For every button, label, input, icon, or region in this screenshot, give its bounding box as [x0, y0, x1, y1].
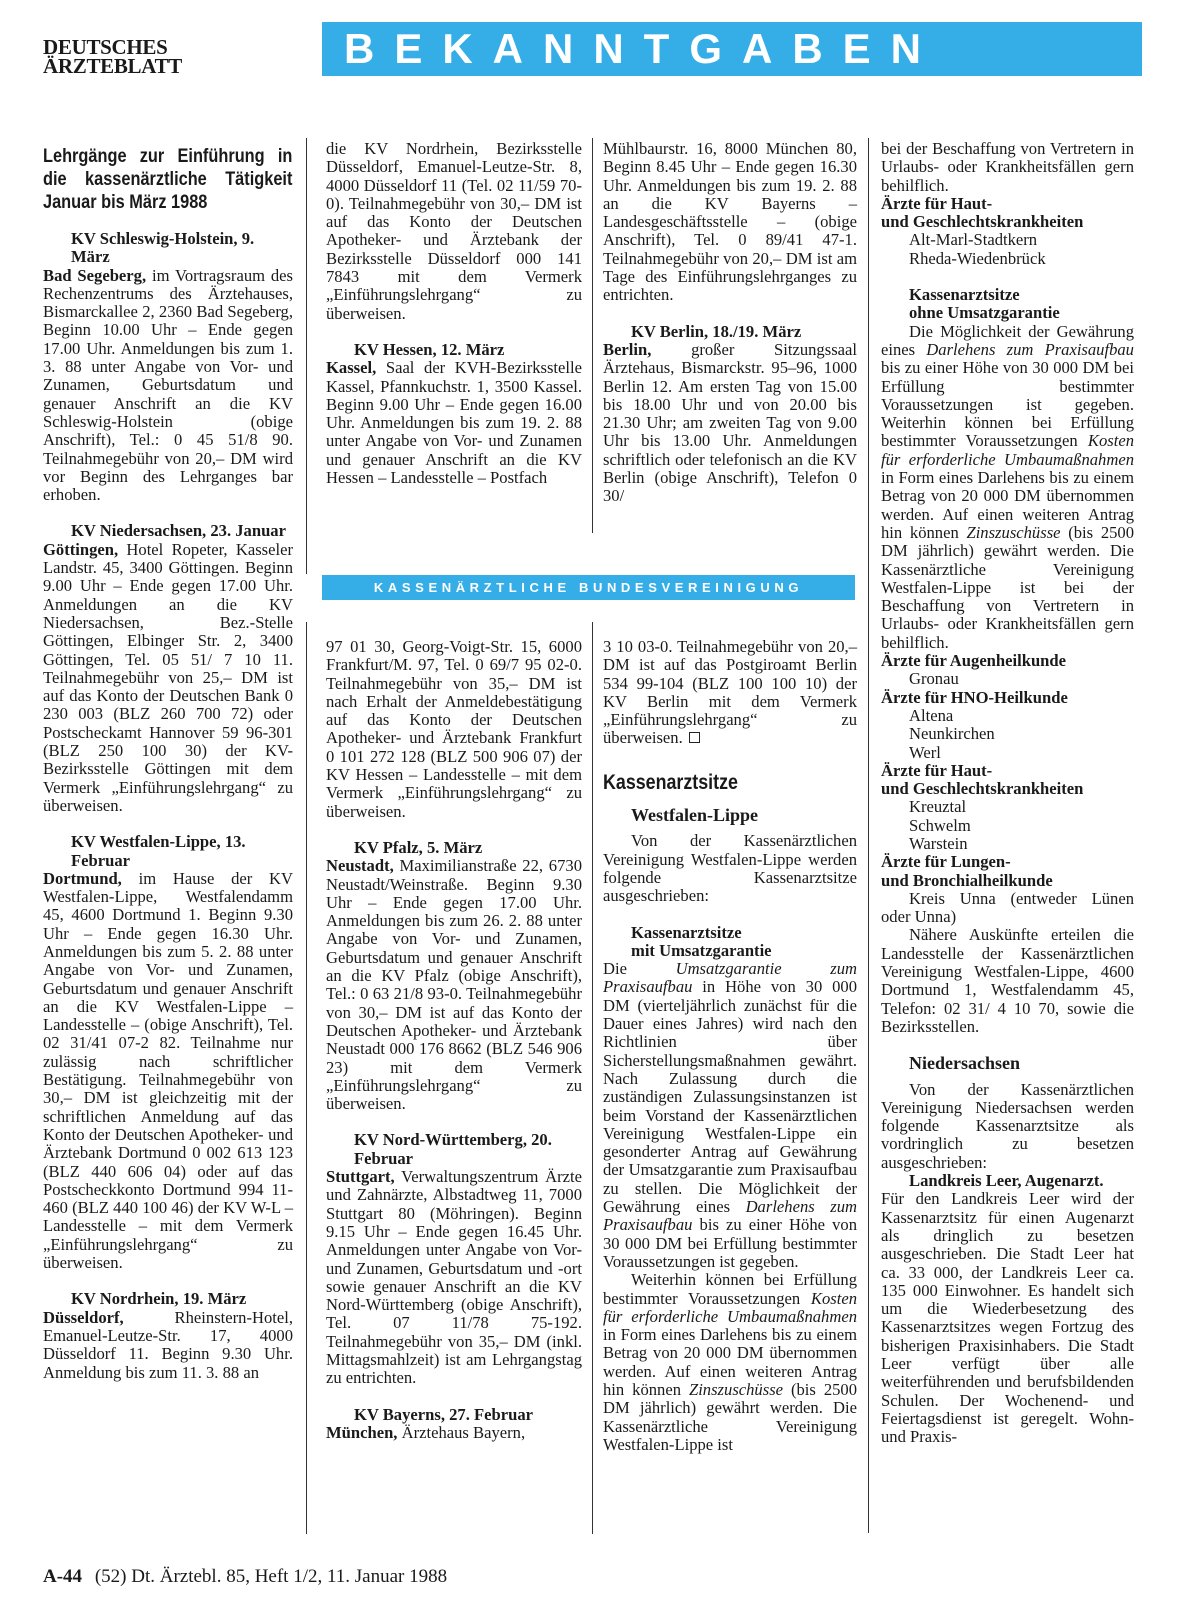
place-name: München, — [326, 1422, 398, 1442]
section-heading: KV Bayerns, 27. Februar — [354, 1404, 533, 1424]
specialty-heading: Ärzte für Haut- — [881, 193, 993, 213]
location-item: Kreuztal — [909, 797, 967, 817]
place-name: Dortmund, — [43, 868, 122, 888]
paragraph: Nähere Auskünfte erteilen die Landesstelle der Kassenärztlichen Vereinigung Westfalen-Lippe, 4600 Dortmund 1, Westfalendamm 45, Telefon: 02 31/ 4 10 70, sowie die Bezirksstellen. — [881, 925, 1134, 1036]
paragraph-text: Rheinstern-Hotel, Emanuel-Leutze-Str. 17, 4000 Düsseldorf 11. Beginn 9.30 Uhr. Anmeldung bis zum 11. 3. 88 an — [43, 1307, 293, 1382]
location-item: Alt-Marl-Stadtkern — [909, 230, 1038, 250]
column-divider — [868, 138, 869, 1533]
paragraph-text: Maximilianstraße 22, 6730 Neustadt/Weinstraße. Beginn 9.30 Uhr – Ende gegen 17.00 Uhr. Anmeldungen bis zum 26. 2. 88 unter Angabe von Vor- und Zunamen, Geburtsdatum und genauer Anschrift an die KV Pfalz (obige Anschrift), Tel.: 0 63 21/8 93-0. Teilnahmegebühr von 30,– DM ist auf das Konto der Deutschen Apotheker- und Ärztebank Neustadt 000 176 8662 (BLZ 546 906 23) mit dem Vermerk „Einführungslehrgang“ zu überweisen. — [326, 856, 582, 1114]
section-heading: KV Schleswig-Holstein, 9. März — [71, 229, 255, 267]
paragraph: die KV Nordrhein, Bezirksstelle Düsseldorf, Emanuel-Leutze-Str. 8, 4000 Düsseldorf 11 (Tel. 02 11/59 70-0). Teilnahmegebühr von 30,– DM ist auf das Konto der Deutschen Apotheker- und Ärztebank der Bezirksstelle Düsseldorf 000 141 7843 mit dem Vermerk „Einführungslehrgang“ zu überweisen. — [326, 139, 582, 323]
place-name: Bad Segeberg, — [43, 265, 147, 285]
section-heading: KV Berlin, 18./19. März — [631, 321, 802, 341]
location-item: Rheda-Wiedenbrück — [909, 248, 1046, 268]
subsection-heading: Kassenarztsitze — [909, 285, 1020, 305]
page-number: A-44 — [43, 1566, 83, 1587]
subsection-heading: ohne Umsatzgarantie — [909, 303, 1060, 323]
paragraph — [326, 1424, 582, 1442]
column-divider — [592, 622, 593, 1534]
section-heading: KV Nord-Württemberg, 20. Februar — [354, 1130, 552, 1168]
place-name: Neustadt, — [326, 856, 394, 876]
paragraph — [603, 638, 857, 748]
column-3-bottom — [603, 638, 857, 1454]
paragraph — [603, 341, 857, 506]
location-item: Werl — [909, 742, 941, 762]
paragraph-text: 3 10 03-0. Teilnahmegebühr von 20,– DM ist auf das Postgiroamt Berlin 534 99-104 (BLZ 100 100 10) der KV Berlin mit dem Vermerk „Einführungslehrgang“ zu überweisen. — [603, 637, 857, 748]
citation: (52) Dt. Ärztebl. 85, Heft 1/2, 11. Januar 1988 — [94, 1566, 448, 1587]
listing-heading: Landkreis Leer, Augenarzt. — [909, 1171, 1104, 1191]
specialty-heading: und Geschlechtskrankheiten — [881, 212, 1084, 232]
paragraph-text: Hotel Ropeter, Kasseler Landstr. 45, 3400 Göttingen. Beginn 9.00 Uhr – Ende gegen 17.00 Uhr. Anmeldungen an die KV Niedersachsen, Bez.-Stelle Göttingen, Elbinger Str. 2, 3400 Göttingen, Tel. 05 51/ 7 10 11. Teilnahmegebühr von 25,– DM ist auf das Konto der Deutschen Bank 0 230 003 (BLZ 260 700 72) oder Postscheckamt Hannover 59 96-301 (BLZ 250 100 30) der KV-Bezirksstelle Göttingen mit dem Vermerk „Einführungslehrgang“ zu überweisen. — [43, 539, 293, 815]
end-mark-icon — [689, 732, 700, 743]
specialty-heading: und Geschlechtskrankheiten — [881, 779, 1084, 799]
column-1 — [43, 145, 293, 1382]
paragraph-text: Verwaltungszentrum Ärzte und Zahnärzte, Albstadtweg 11, 7000 Stuttgart 80 (Möhringen). Beginn 9.15 Uhr – Ende gegen 16.45 Uhr. Anmeldungen unter Angabe von Vor- und Zunamen, Geburtsdatum und -ort sowie genauer Anschrift an die KV Nord-Württemberg (obige Anschrift), Tel. 07 11/78 75-192. Teilnahmegebühr von 35,– DM (inkl. Mittagsmahlzeit) ist am Lehrgangstag zu entrichten. — [326, 1167, 582, 1388]
section-heading: KV Niedersachsen, 23. Januar — [71, 521, 286, 541]
column-4 — [881, 140, 1134, 1446]
column-2-bottom — [326, 638, 582, 1442]
paragraph — [326, 857, 582, 1113]
column-divider — [306, 138, 307, 574]
paragraph — [326, 1168, 582, 1388]
paragraph-text: im Vortragsraum des Rechenzentrums des Ärztehauses, Bismarckallee 2, 2360 Bad Segeberg, Beginn 10.00 Uhr – Ende gegen 17.00 Uhr. Anmeldungen bis zum 1. 3. 88 unter Angabe von Vor- und Zunamen, Geburtsdatum und genauer Anschrift an die KV Schleswig-Holstein (obige Anschrift), Tel.: 0 45 51/8 90. Teilnahmegebühr von 20,– DM wird vor Beginn des Lehrganges bar erhoben. — [43, 265, 293, 505]
paragraph — [326, 359, 582, 487]
paragraph: 97 01 30, Georg-Voigt-Str. 15, 6000 Frankfurt/M. 97, Tel. 0 69/7 95 02-0. Teilnahmegebühr von 35,– DM ist nach Erhalt der Anmeldebestätigung auf das Konto der Deutschen Apotheker- und Ärztebank Frankfurt 0 101 272 128 (BLZ 500 906 07) der KV Hessen – Landesstelle – mit dem Vermerk „Einführungslehrgang“ zu überweisen. — [326, 637, 582, 821]
paragraph: Von der Kassenärztlichen Vereinigung Niedersachsen werden folgende Kassenarztsitze als vordringlich zu besetzen ausgeschrieben: — [881, 1079, 1134, 1172]
paragraph-text: im Hause der KV Westfalen-Lippe, Westfalendamm 45, 4600 Dortmund 1. Beginn 9.30 Uhr – Ende gegen 16.30 Uhr. Anmeldungen bis zum 5. 2. 88 unter Angabe von Vor- und Zunamen, Geburtsdatum und genauer Anschrift an die KV Westfalen-Lippe – Landesstelle – (obige Anschrift), Tel. 02 31/41 07-2 82. Teilnahme nur zulässig nach schriftlicher Bestätigung. Teilnahmegebühr von 30,– DM ist gleichzeitig mit der schriftlichen Anmeldung auf das Konto der Deutschen Apotheker- und Ärztebank Dortmund 0 002 613 123 (BLZ 440 606 04) oder auf das Postscheckkonto Dortmund 994 11-460 (BLZ 440 100 46) der KV W-L – Landesstelle – mit dem Vermerk „Einführungslehrgang“ zu überweisen. — [43, 868, 293, 1273]
paragraph: Für den Landkreis Leer wird der Kassenarztsitz für einen Augenarzt als dringlich zu besetzen ausgeschrieben. Die Stadt Leer hat ca. 33 000, der Landkreis Leer ca. 135 000 Einwohner. Es handelt sich um die Wiederbesetzung des Kassenarztsitzes wegen Fortzug des bisherigen Praxisinhabers. Die Stadt Leer verfügt über alle weiterführenden und berufsbildenden Schulen. Der Wochenend- und Feiertagsdienst ist geregelt. Wohn- und Praxis- — [881, 1189, 1134, 1447]
paragraph: Die Möglichkeit der Gewährung eines Darlehens zum Praxisaufbau bis zu einer Höhe von 30 000 DM bei Erfüllung bestimmter Voraussetzungen ist gegeben. Weiterhin können bei Erfüllung bestimmter Voraussetzungen Kosten für erforderliche Umbaumaßnahmen in Form eines Darlehens bis zu einem Betrag von 20 000 DM übernommen werden. Auf einen weiteren Antrag hin können Zinszuschüsse (bis 2500 DM jährlich) gewährt werden. Die Kassenärztliche Vereinigung Westfalen-Lippe ist bei der Beschaffung von Vertretern in Urlaubs- oder Krankheitsfällen gern behilflich. — [881, 321, 1134, 652]
paragraph — [43, 870, 293, 1273]
paragraph: Mühlbaurstr. 16, 8000 München 80, Beginn 8.45 Uhr – Ende gegen 16.30 Uhr. Anmeldungen bis zum 19. 2. 88 an die KV Bayerns – Landesgeschäftsstelle – (obige Anschrift), Tel. 0 89/41 47-1. Teilnahmegebühr von 20,– DM ist am Tage des Einführungslehrganges zu entrichten. — [603, 139, 857, 305]
column-2-top — [326, 140, 582, 487]
location-item: Gronau — [909, 669, 959, 689]
place-name: Kassel, — [326, 358, 377, 378]
specialty-heading: Ärzte für Augenheilkunde — [881, 651, 1067, 671]
paragraph-text: großer Sitzungssaal Ärztehaus, Bismarckstr. 95–96, 1000 Berlin 12. Am ersten Tag von 15.00 bis 18.00 Uhr und von 20.00 bis 21.30 Uhr; am zweiten Tag von 9.00 Uhr bis 13.00 Uhr. Anmeldungen schriftlich oder telefonisch an die KV Berlin (obige Anschrift), Telefon 0 30/ — [603, 339, 857, 506]
column-divider — [592, 138, 593, 533]
paragraph — [43, 1309, 293, 1382]
specialty-heading: Ärzte für Haut- — [881, 760, 993, 780]
paragraph — [43, 267, 293, 505]
place-name: Göttingen, — [43, 539, 119, 559]
section-heading: KV Westfalen-Lippe, 13. Februar — [71, 832, 246, 870]
subsection-heading: mit Umsatzgarantie — [631, 940, 772, 960]
location-item: Kreis Unna (entweder Lünen oder Unna) — [881, 888, 1134, 927]
column-divider — [306, 622, 307, 1534]
paragraph: Weiterhin können bei Erfüllung bestimmter Voraussetzungen Kosten für erforderliche Umbaumaßnahmen in Form eines Darlehens bis zu einem Betrag von 20 000 DM übernommen werden. Auf einen weiteren Antrag hin können Zinszuschüsse (bis 2500 DM jährlich) gewährt werden. Die Kassenärztliche Vereinigung Westfalen-Lippe ist — [603, 1270, 857, 1454]
column-3-top — [603, 140, 857, 506]
specialty-heading: Ärzte für HNO-Heilkunde — [881, 687, 1068, 707]
paragraph: Von der Kassenärztlichen Vereinigung Westfalen-Lippe werden folgende Kassenarztsitze ausgeschrieben: — [603, 831, 857, 906]
place-name: Stuttgart, — [326, 1167, 395, 1187]
paragraph: bei der Beschaffung von Vertretern in Urlaubs- oder Krankheitsfällen gern behilflich. — [881, 139, 1134, 195]
paragraph-text: Saal der KVH-Bezirksstelle Kassel, Pfannkuchstr. 1, 3500 Kassel. Beginn 9.00 Uhr – Ende gegen 16.00 Uhr. Anmeldungen bis zum 19. 2. 88 unter Angabe von Vor- und Zunamen und genauer Anschrift an die KV Hessen – Landesstelle – Postfach — [326, 358, 582, 488]
location-item: Neunkirchen — [909, 724, 995, 744]
section-heading: KV Hessen, 12. März — [354, 339, 505, 359]
paragraph — [43, 541, 293, 815]
region-heading: Westfalen-Lippe — [631, 805, 759, 826]
section-heading: KV Pfalz, 5. März — [354, 837, 483, 857]
article-headline: Lehrgänge zur Einführung in die kassenärztliche Tätigkeit Januar bis März 1988 — [43, 146, 293, 213]
kbv-banner: KASSENÄRZTLICHE BUNDESVEREINIGUNG — [322, 575, 855, 600]
section-title: Kassenarztsitze — [603, 770, 738, 794]
location-item: Schwelm — [909, 815, 971, 835]
region-heading: Niedersachsen — [909, 1053, 1020, 1074]
place-name: Düsseldorf, — [43, 1307, 124, 1327]
masthead-line1: DEUTSCHES — [43, 35, 168, 59]
place-name: Berlin, — [603, 339, 652, 359]
location-item: Altena — [909, 705, 954, 725]
section-banner: BEKANNTGABEN — [322, 22, 1142, 76]
subsection-heading: Kassenarztsitze — [631, 922, 742, 942]
paragraph: Die Umsatzgarantie zum Praxisaufbau in Höhe von 30 000 DM (vierteljährlich zunächst für die Dauer eines Jahres) wird nach den Richtlinien über Sicherstellungsmaßnahmen gewährt. Nach Zulassung durch die zuständigen Zulassungsinstanzen ist beim Vorstand der Kassenärztlichen Vereinigung Westfalen-Lippe ein gesonderter Antrag auf Gewährung der Umsatzgarantie zum Praxisaufbau zu stellen. Die Möglichkeit der Gewährung eines Darlehens zum Praxisaufbau bis zu einer Höhe von 30 000 DM bei Erfüllung bestimmter Voraussetzungen ist gegeben. — [603, 959, 857, 1271]
page-footer — [43, 1566, 447, 1588]
specialty-heading: und Bronchialheilkunde — [881, 870, 1053, 890]
paragraph-text: Ärztehaus Bayern, — [397, 1422, 526, 1442]
specialty-heading: Ärzte für Lungen- — [881, 852, 1011, 872]
masthead — [43, 35, 213, 78]
masthead-line2: ÄRZTEBLATT — [43, 54, 182, 78]
section-heading: KV Nordrhein, 19. März — [71, 1289, 247, 1309]
location-item: Warstein — [909, 833, 968, 853]
